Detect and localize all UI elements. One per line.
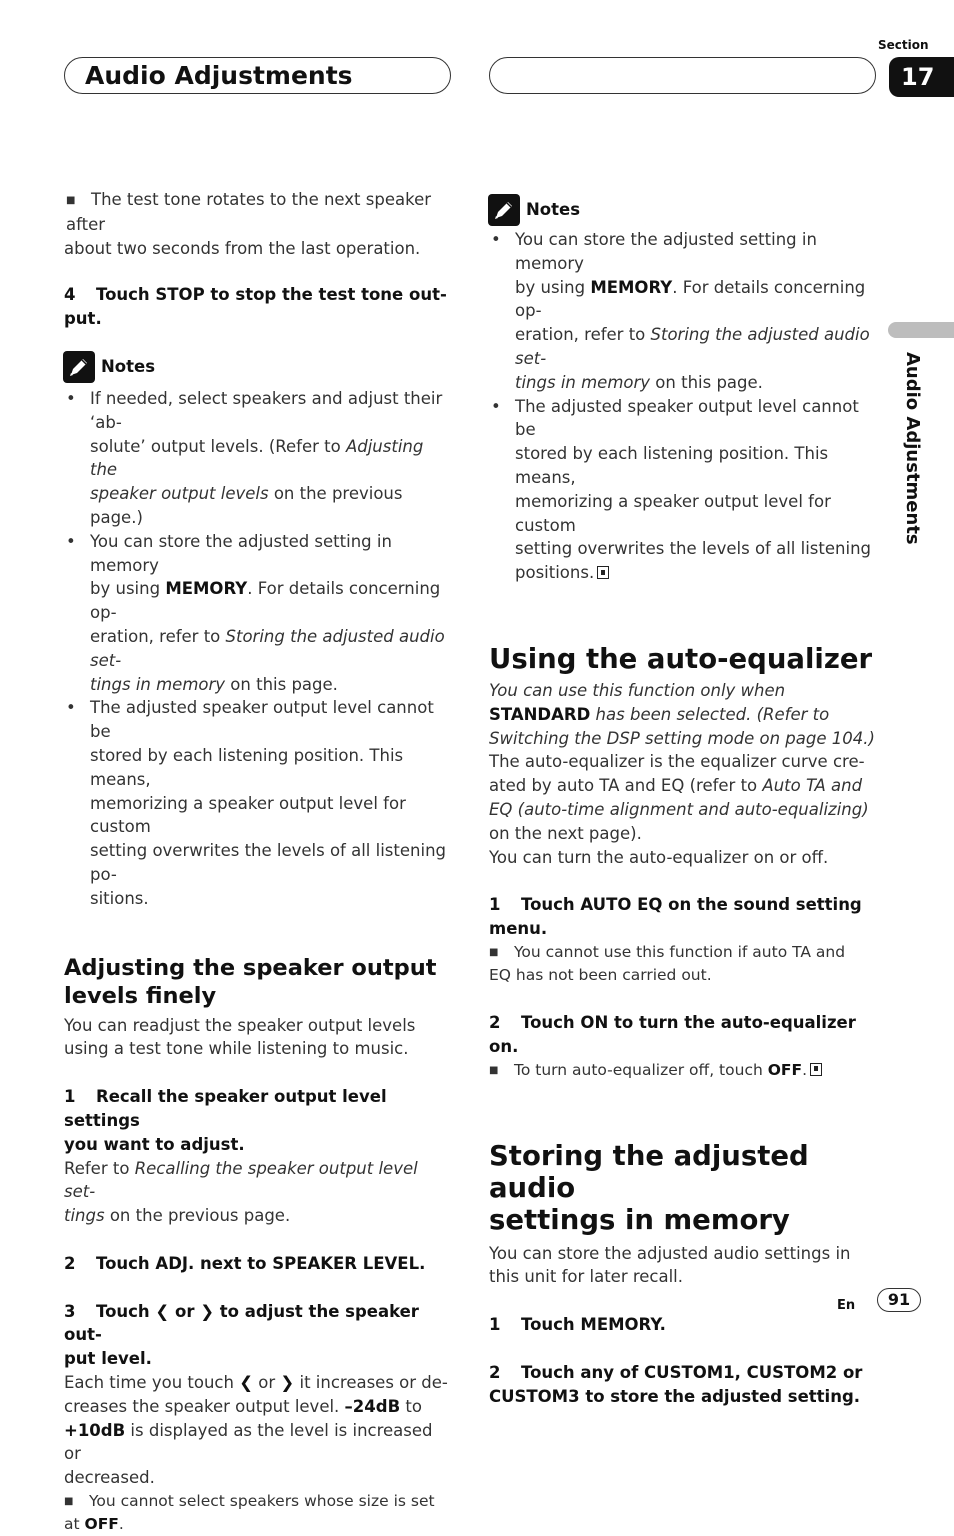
step-1-note: ■ You cannot use this function if auto TA and EQ has not been carried out. [489,942,846,984]
step-number: 4 [64,285,76,305]
language-label: En [837,1298,856,1313]
chevron-left-icon: ❮ [239,1373,254,1393]
intro-paragraph [66,188,454,260]
auto-eq-body: The auto-equalizer is the equalizer curve cre- ated by auto TA and EQ (refer to Auto TA and EQ (auto-time alignment and auto-equalizing) on the next page). You can turn the auto-equalizer on or off. [489,752,869,867]
list-item: • The adjusted speaker output level cannot be stored by each listening position. This means, memorizing a speaker output level for custom setting overwrites the levels of all listening positions. [489,395,881,585]
intro-line: The test tone rotates to the next speaker after [66,190,432,234]
step-2: 2 Touch ON to turn the auto-equalizer on. [489,1012,856,1056]
step-2-note: ■ To turn auto-equalizer off, touch OFF. [489,1059,881,1082]
auto-eq-condition: You can use this function only when STANDARD has been selected. (Refer to Switching the DSP setting mode on page 104.) [489,680,875,748]
chevron-right-icon: ❯ [280,1373,295,1393]
list-item: • The adjusted speaker output level cannot be stored by each listening position. This means, memorizing a speaker output level for custom setting overwrites the levels of all listening po- sitions. [64,696,454,910]
pencil-note-icon [63,351,95,383]
list-item: • If needed, select speakers and adjust their ‘ab- solute’ output levels. (Refer to Adjusting the speaker output levels on the previous page.) [64,387,454,530]
header-blank-frame [489,57,876,94]
memory-step-1: 1 Touch MEMORY. [489,1315,666,1335]
pencil-note-icon [488,194,520,226]
list-item: • You can store the adjusted setting in memory by using MEMORY. For details concerning op- eration, refer to Storing the adjusted audio set- tings in memory on this page. [64,530,454,697]
step-2: 2 Touch ADJ. next to SPEAKER LEVEL. [64,1253,426,1273]
section-label: Section [878,38,929,52]
square-bullet: ■ [489,1064,499,1076]
step-4 [64,283,454,331]
memory-step-2: 2 Touch any of CUSTOM1, CUSTOM2 or CUSTOM3 to store the adjusted setting. [489,1362,863,1406]
storing-intro: You can store the adjusted audio settings in this unit for later recall. [489,1243,851,1287]
step-3: 3 Touch ❮ or ❯ to adjust the speaker out- put level. [64,1301,419,1369]
step-text: Touch STOP to stop the test tone out- [96,285,447,305]
section-heading-storing: Storing the adjusted audio settings in memory [489,1139,809,1236]
step-1: 1 Recall the speaker output level settings you want to adjust. [64,1087,387,1154]
section-number: 17 [889,57,954,97]
step-3-body: Each time you touch ❮ or ❯ it increases or de- creases the speaker output level. –24dB to +10dB is displayed as the level is increased or decreased. [64,1373,448,1488]
list-item: • You can store the adjusted setting in memory by using MEMORY. For details concerning op- eration, refer to Storing the adjusted audio set- tings in memory on this page. [489,228,881,395]
notes-title: Notes [101,357,156,377]
side-tab-marker [888,322,954,338]
step-1: 1 Touch AUTO EQ on the sound setting menu. [489,895,862,939]
side-tab-label: Audio Adjustments [902,352,923,545]
square-bullet: ■ [489,946,499,958]
notes-header [488,194,881,226]
page-title: Audio Adjustments [85,61,353,90]
section-heading-adjusting: Adjusting the speaker output levels finely [64,954,437,1009]
end-mark-icon [597,566,609,579]
header-title-frame [64,57,451,94]
chevron-right-icon: ❯ [200,1301,215,1321]
step-3-note: ■ You cannot select speakers whose size is set at OFF. [64,1492,435,1534]
notes-list [64,387,454,911]
notes-list [489,228,881,585]
notes-title: Notes [526,200,581,220]
end-mark-icon [810,1063,822,1076]
square-bullet: ■ [66,195,76,206]
step-1-body: Refer to Recalling the speaker output level set- tings on the previous page. [64,1158,418,1226]
square-bullet: ■ [64,1496,74,1508]
intro-line: about two seconds from the last operation. [64,238,421,258]
notes-header [63,351,454,383]
right-column [489,194,881,1409]
page-number: 91 [877,1288,921,1312]
section-heading-auto-equalizer: Using the auto-equalizer [489,642,873,675]
section-intro: You can readjust the speaker output levels using a test tone while listening to music. [64,1015,416,1059]
left-column [64,188,454,1536]
step-text: put. [64,309,102,329]
chevron-left-icon: ❮ [155,1301,170,1321]
